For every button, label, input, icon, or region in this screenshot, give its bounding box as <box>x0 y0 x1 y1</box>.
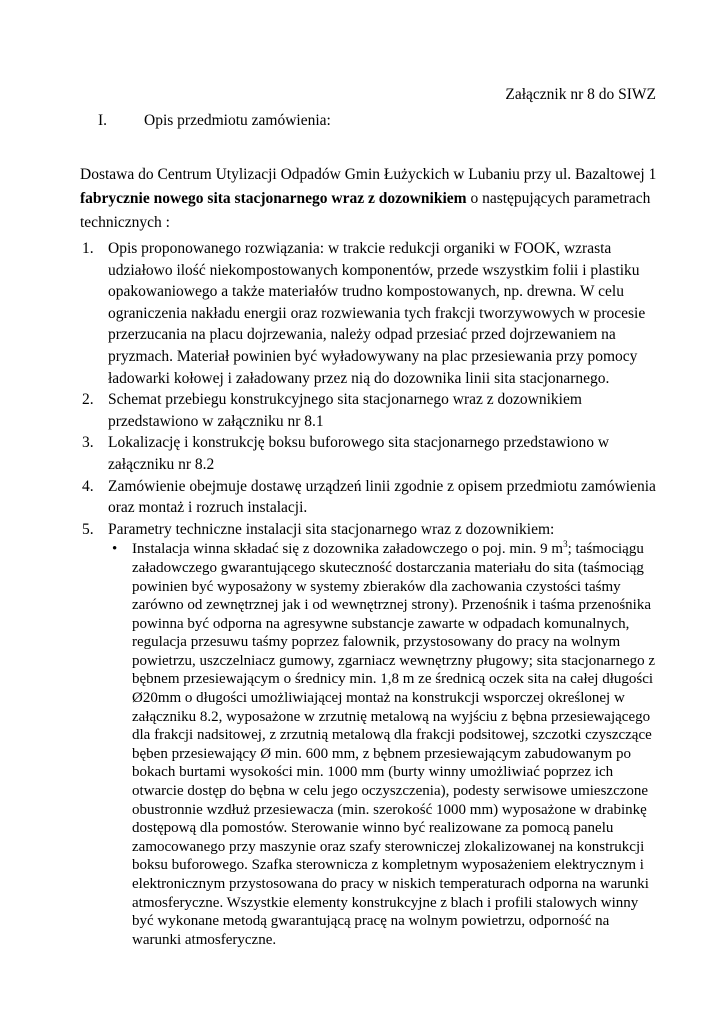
superscript: 3 <box>563 539 568 550</box>
bullet-item <box>108 540 660 949</box>
item-number: 3. <box>82 434 94 452</box>
list-item <box>80 519 660 950</box>
section-title: Opis przedmiotu zamówienia: <box>144 112 331 129</box>
item-number: 4. <box>82 477 94 495</box>
list-item <box>80 389 660 432</box>
bullet-icon: • <box>112 541 118 558</box>
bullet-text-part1: Instalacja winna składać się z dozownika załadowczego o poj. min. 9 m <box>132 541 564 558</box>
intro-bold: fabrycznie nowego sita stacjonarnego wraz z dozownikiem <box>80 190 467 207</box>
item-text: Zamówienie obejmuje dostawę urządzeń linii zgodnie z opisem przedmiotu zamówienia oraz montaż i rozruch instalacji. <box>108 477 656 517</box>
item-text: Lokalizację i konstrukcję boksu buforowego sita stacjonarnego przedstawiono w załączniku nr 8.2 <box>108 434 610 473</box>
numbered-list <box>80 238 660 949</box>
list-item <box>80 238 660 389</box>
item-text: Parametry techniczne instalacji sita stacjonarnego wraz z dozownikiem: <box>108 520 555 538</box>
intro-rest: o następujących parametrach technicznych : <box>80 190 651 231</box>
intro-second <box>80 187 660 235</box>
item-text: Schemat przebiegu konstrukcyjnego sita stacjonarnego wraz z dozownikiem przedstawiono w załączniku nr 8.1 <box>108 391 582 430</box>
section-number: I. <box>98 112 108 129</box>
item-text: Opis proponowanego rozwiązania: w trakcie redukcji organiki w FOOK, wzrasta udziałowo ilość niekompostowanych komponentów, przede wszystkim folii i plastiku opakowaniowego a także materiałów trudno kompostowanych, np. drewna. W celu ograniczenia nakładu energii oraz rozwiewania tych frakcji tworzywowych w procesie przerzucania na placu dojrzewania, należy odpad przesiać przed dojrzewaniem na pryzmach. Materiał powinien być wyładowywany na plac przesiewania przy pomocy ładowarki kołowej i załadowany przez nią do dozownika linii sita stacjonarnego. <box>108 240 646 387</box>
attachment-label: Załącznik nr 8 do SIWZ <box>505 86 656 103</box>
item-number: 5. <box>82 520 94 538</box>
intro-paragraph <box>80 163 660 235</box>
bullet-text-part2: ; taśmociągu załadowczego gwarantującego skuteczność dostarczania materiału do sita (taśmociąg powinien być wyposażony w systemy zbieraków dla zachowania czystości taśmy zarówno od zewnętrznej jak i od wewnętrznej strony). Przenośnik i taśma przenośnika powinna być odporna na agresywne substancje zawarte w odpadach komunalnych, regulacja przesuwu taśmy poprzez falownik, przystosowany do pracy na wolnym powietrzu, uszczelniacz gumowy, zgarniacz wewnętrzny pługowy; sita stacjonarnego z bębnem przesiewającym o średnicy min. 1,8 m ze średnicą oczek sita na całej długości Ø20mm o długości umożliwiającej montaż na konstrukcji wsporczej określonej w załączniku 8.2, wyposażone w zrzutnię metalową na wyjściu z bębna przesiewającego dla frakcji nadsitowej, z zrzutnią metalową dla frakcji podsitowej, szczotki czyszczące bęben przesiewający Ø min. 600 mm, z bębnem przesiewającym zabudowanym po bokach burtami wysokości min. 1000 mm (burty winny umożliwiać poprzez ich otwarcie dostęp do bębna w celu jego oczyszczenia), podesty serwisowe umieszczone obustronnie wzdłuż przesiewacza (min. szerokość 1000 mm) wyposażone w drabinkę dostępową dla pomostów. Sterowanie winno być realizowane za pomocą panelu zamocowanego przy maszynie oraz szafy sterowniczej zlokalizowanej na konstrukcji boksu buforowego. Szafka sterownicza z kompletnym wyposażeniem elektrycznym i elektronicznym przystosowana do pracy w niskich temperaturach odporna na warunki atmosferyczne. Wszystkie elementy konstrukcyjne z blach i profili stalowych winny być wykonane metodą gwarantującą pracę na wolnym powietrzu, odporność na warunki atmosferyczne. <box>132 541 655 948</box>
item-number: 2. <box>82 391 94 409</box>
section-heading <box>98 112 331 130</box>
list-item <box>80 432 660 475</box>
list-item <box>80 476 660 519</box>
intro-line: Dostawa do Centrum Utylizacji Odpadów Gmin Łużyckich w Lubaniu przy ul. Bazaltowej 1 <box>80 166 657 183</box>
item-number: 1. <box>82 240 94 257</box>
